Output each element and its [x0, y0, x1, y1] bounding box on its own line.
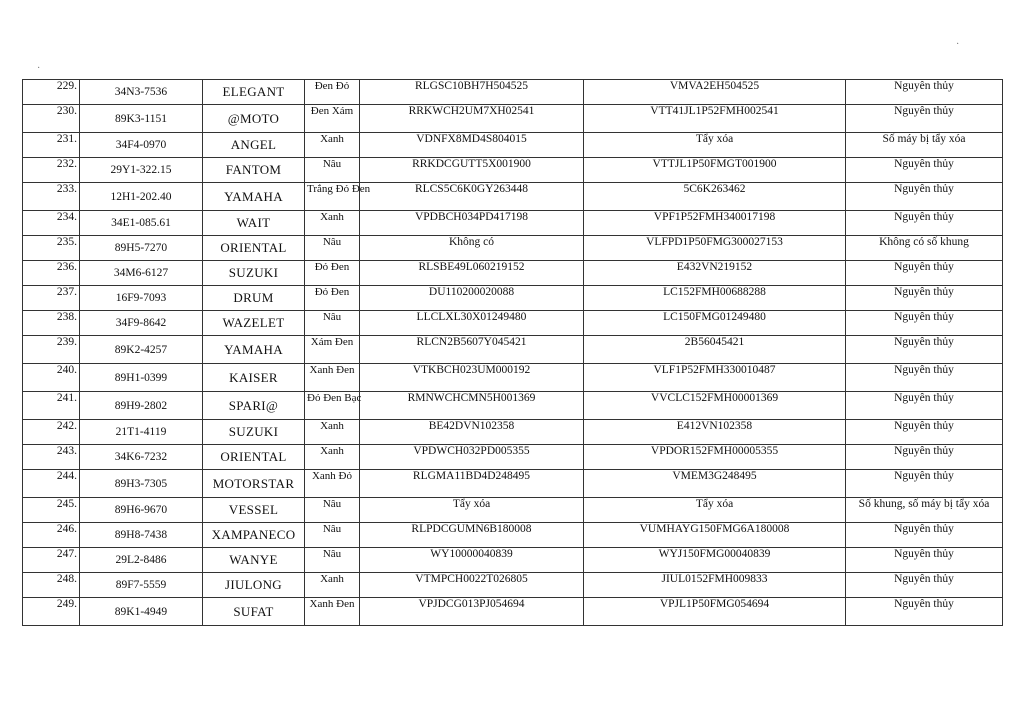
- vehicle-color-cell: Đỏ Đen Bạc: [305, 392, 360, 420]
- row-number-cell: 246.: [23, 523, 80, 548]
- table-row: [23, 548, 1003, 573]
- license-plate-cell: 89H6-9670: [80, 498, 203, 523]
- engine-number-cell: JIUL0152FMH009833: [584, 573, 846, 598]
- table-row: [23, 286, 1003, 311]
- frame-number-cell: VPDBCH034PD417198: [360, 211, 584, 236]
- engine-number-cell: VTT41JL1P52FMH002541: [584, 105, 846, 133]
- number-status-cell: Nguyên thủy: [846, 445, 1003, 470]
- vehicle-brand-cell: SUZUKI: [203, 261, 305, 286]
- frame-number-cell: RLGSC10BH7H504525: [360, 80, 584, 105]
- license-plate-cell: 34F9-8642: [80, 311, 203, 336]
- engine-number-cell: WYJ150FMG00040839: [584, 548, 846, 573]
- number-status-cell: Nguyên thủy: [846, 183, 1003, 211]
- frame-number-cell: DU110200020088: [360, 286, 584, 311]
- license-plate-cell: 89H5-7270: [80, 236, 203, 261]
- license-plate-cell: 21T1-4119: [80, 420, 203, 445]
- license-plate-cell: 29L2-8486: [80, 548, 203, 573]
- table-row: [23, 105, 1003, 133]
- number-status-cell: Số máy bị tẩy xóa: [846, 133, 1003, 158]
- row-number-cell: 249.: [23, 598, 80, 626]
- vehicle-brand-cell: ANGEL: [203, 133, 305, 158]
- vehicle-brand-cell: ORIENTAL: [203, 445, 305, 470]
- table-row: [23, 80, 1003, 105]
- number-status-cell: Nguyên thủy: [846, 364, 1003, 392]
- vehicle-color-cell: Đen Xám: [305, 105, 360, 133]
- scan-speck: ·: [37, 63, 41, 74]
- engine-number-cell: VLF1P52FMH330010487: [584, 364, 846, 392]
- engine-number-cell: LC150FMG01249480: [584, 311, 846, 336]
- vehicle-brand-cell: YAMAHA: [203, 183, 305, 211]
- frame-number-cell: BE42DVN102358: [360, 420, 584, 445]
- vehicle-color-cell: Xanh: [305, 420, 360, 445]
- row-number-cell: 238.: [23, 311, 80, 336]
- license-plate-cell: 89K2-4257: [80, 336, 203, 364]
- frame-number-cell: VTMPCH0022T026805: [360, 573, 584, 598]
- license-plate-cell: 34K6-7232: [80, 445, 203, 470]
- vehicle-brand-cell: FANTOM: [203, 158, 305, 183]
- frame-number-cell: VPJDCG013PJ054694: [360, 598, 584, 626]
- license-plate-cell: 89H8-7438: [80, 523, 203, 548]
- engine-number-cell: VUMHAYG150FMG6A180008: [584, 523, 846, 548]
- engine-number-cell: 5C6K263462: [584, 183, 846, 211]
- vehicle-brand-cell: YAMAHA: [203, 336, 305, 364]
- vehicle-color-cell: Xanh: [305, 133, 360, 158]
- row-number-cell: 241.: [23, 392, 80, 420]
- vehicle-color-cell: Xanh: [305, 211, 360, 236]
- table-row: [23, 336, 1003, 364]
- vehicle-color-cell: Xanh Đen: [305, 364, 360, 392]
- engine-number-cell: VLFPD1P50FMG300027153: [584, 236, 846, 261]
- vehicle-color-cell: Đỏ Đen: [305, 286, 360, 311]
- table-row: [23, 498, 1003, 523]
- frame-number-cell: RRKDCGUTT5X001900: [360, 158, 584, 183]
- vehicle-brand-cell: WAZELET: [203, 311, 305, 336]
- vehicle-brand-cell: SPARI@: [203, 392, 305, 420]
- row-number-cell: 247.: [23, 548, 80, 573]
- license-plate-cell: 16F9-7093: [80, 286, 203, 311]
- engine-number-cell: E412VN102358: [584, 420, 846, 445]
- table-row: [23, 420, 1003, 445]
- engine-number-cell: VMVA2EH504525: [584, 80, 846, 105]
- engine-number-cell: VMEM3G248495: [584, 470, 846, 498]
- vehicle-brand-cell: WAIT: [203, 211, 305, 236]
- number-status-cell: Nguyên thủy: [846, 80, 1003, 105]
- number-status-cell: Nguyên thủy: [846, 420, 1003, 445]
- number-status-cell: Số khung, số máy bị tẩy xóa: [846, 498, 1003, 523]
- vehicle-brand-cell: DRUM: [203, 286, 305, 311]
- table-row: [23, 183, 1003, 211]
- table-row: [23, 523, 1003, 548]
- row-number-cell: 236.: [23, 261, 80, 286]
- vehicle-color-cell: Nâu: [305, 548, 360, 573]
- row-number-cell: 234.: [23, 211, 80, 236]
- table-row: [23, 392, 1003, 420]
- table-row: [23, 311, 1003, 336]
- frame-number-cell: RLPDCGUMN6B180008: [360, 523, 584, 548]
- vehicle-color-cell: Đỏ Đen: [305, 261, 360, 286]
- engine-number-cell: Tẩy xóa: [584, 133, 846, 158]
- frame-number-cell: RLSBE49L060219152: [360, 261, 584, 286]
- number-status-cell: Nguyên thủy: [846, 105, 1003, 133]
- row-number-cell: 229.: [23, 80, 80, 105]
- license-plate-cell: 34N3-7536: [80, 80, 203, 105]
- license-plate-cell: 12H1-202.40: [80, 183, 203, 211]
- number-status-cell: Nguyên thủy: [846, 261, 1003, 286]
- number-status-cell: Nguyên thủy: [846, 598, 1003, 626]
- license-plate-cell: 34F4-0970: [80, 133, 203, 158]
- frame-number-cell: VPDWCH032PD005355: [360, 445, 584, 470]
- license-plate-cell: 89H1-0399: [80, 364, 203, 392]
- vehicle-brand-cell: @MOTO: [203, 105, 305, 133]
- license-plate-cell: 89K3-1151: [80, 105, 203, 133]
- frame-number-cell: Tẩy xóa: [360, 498, 584, 523]
- row-number-cell: 245.: [23, 498, 80, 523]
- vehicle-table-body: [23, 80, 1003, 626]
- number-status-cell: Không có số khung: [846, 236, 1003, 261]
- vehicle-color-cell: Nâu: [305, 498, 360, 523]
- vehicle-color-cell: Nâu: [305, 311, 360, 336]
- vehicle-table: [22, 79, 1003, 626]
- vehicle-color-cell: Nâu: [305, 523, 360, 548]
- number-status-cell: Nguyên thủy: [846, 286, 1003, 311]
- row-number-cell: 244.: [23, 470, 80, 498]
- vehicle-brand-cell: KAISER: [203, 364, 305, 392]
- table-row: [23, 470, 1003, 498]
- frame-number-cell: Không có: [360, 236, 584, 261]
- vehicle-brand-cell: MOTORSTAR: [203, 470, 305, 498]
- row-number-cell: 233.: [23, 183, 80, 211]
- table-row: [23, 573, 1003, 598]
- vehicle-brand-cell: ORIENTAL: [203, 236, 305, 261]
- engine-number-cell: VPF1P52FMH340017198: [584, 211, 846, 236]
- frame-number-cell: LLCLXL30X01249480: [360, 311, 584, 336]
- table-row: [23, 364, 1003, 392]
- table-row: [23, 211, 1003, 236]
- vehicle-color-cell: Trắng Đỏ Đen: [305, 183, 360, 211]
- row-number-cell: 235.: [23, 236, 80, 261]
- vehicle-color-cell: Nâu: [305, 236, 360, 261]
- vehicle-brand-cell: WANYE: [203, 548, 305, 573]
- vehicle-brand-cell: ELEGANT: [203, 80, 305, 105]
- vehicle-brand-cell: XAMPANECO: [203, 523, 305, 548]
- engine-number-cell: VVCLC152FMH00001369: [584, 392, 846, 420]
- frame-number-cell: WY10000040839: [360, 548, 584, 573]
- vehicle-color-cell: Xanh Đỏ: [305, 470, 360, 498]
- row-number-cell: 248.: [23, 573, 80, 598]
- row-number-cell: 232.: [23, 158, 80, 183]
- engine-number-cell: Tẩy xóa: [584, 498, 846, 523]
- license-plate-cell: 89H3-7305: [80, 470, 203, 498]
- license-plate-cell: 29Y1-322.15: [80, 158, 203, 183]
- vehicle-color-cell: Xám Đen: [305, 336, 360, 364]
- vehicle-color-cell: Xanh: [305, 445, 360, 470]
- number-status-cell: Nguyên thủy: [846, 158, 1003, 183]
- engine-number-cell: VPJL1P50FMG054694: [584, 598, 846, 626]
- license-plate-cell: 89H9-2802: [80, 392, 203, 420]
- scan-speck: ·: [956, 39, 960, 50]
- table-row: [23, 133, 1003, 158]
- table-row: [23, 598, 1003, 626]
- engine-number-cell: LC152FMH00688288: [584, 286, 846, 311]
- number-status-cell: Nguyên thủy: [846, 573, 1003, 598]
- frame-number-cell: VTKBCH023UM000192: [360, 364, 584, 392]
- vehicle-color-cell: Xanh Đen: [305, 598, 360, 626]
- frame-number-cell: RLCN2B5607Y045421: [360, 336, 584, 364]
- number-status-cell: Nguyên thủy: [846, 470, 1003, 498]
- license-plate-cell: 89K1-4949: [80, 598, 203, 626]
- number-status-cell: Nguyên thủy: [846, 211, 1003, 236]
- engine-number-cell: E432VN219152: [584, 261, 846, 286]
- number-status-cell: Nguyên thủy: [846, 336, 1003, 364]
- table-row: [23, 261, 1003, 286]
- vehicle-color-cell: Đen Đỏ: [305, 80, 360, 105]
- table-row: [23, 236, 1003, 261]
- row-number-cell: 239.: [23, 336, 80, 364]
- engine-number-cell: VPDOR152FMH00005355: [584, 445, 846, 470]
- engine-number-cell: VTTJL1P50FMGT001900: [584, 158, 846, 183]
- number-status-cell: Nguyên thủy: [846, 392, 1003, 420]
- license-plate-cell: 34E1-085.61: [80, 211, 203, 236]
- frame-number-cell: RLGMA11BD4D248495: [360, 470, 584, 498]
- row-number-cell: 243.: [23, 445, 80, 470]
- table-row: [23, 445, 1003, 470]
- vehicle-brand-cell: VESSEL: [203, 498, 305, 523]
- frame-number-cell: RRKWCH2UM7XH02541: [360, 105, 584, 133]
- number-status-cell: Nguyên thủy: [846, 311, 1003, 336]
- vehicle-brand-cell: SUZUKI: [203, 420, 305, 445]
- row-number-cell: 237.: [23, 286, 80, 311]
- engine-number-cell: 2B56045421: [584, 336, 846, 364]
- number-status-cell: Nguyên thủy: [846, 523, 1003, 548]
- frame-number-cell: VDNFX8MD4S804015: [360, 133, 584, 158]
- table-row: [23, 158, 1003, 183]
- frame-number-cell: RMNWCHCMN5H001369: [360, 392, 584, 420]
- license-plate-cell: 34M6-6127: [80, 261, 203, 286]
- vehicle-color-cell: Nâu: [305, 158, 360, 183]
- row-number-cell: 231.: [23, 133, 80, 158]
- frame-number-cell: RLCS5C6K0GY263448: [360, 183, 584, 211]
- number-status-cell: Nguyên thủy: [846, 548, 1003, 573]
- vehicle-color-cell: Xanh: [305, 573, 360, 598]
- row-number-cell: 230.: [23, 105, 80, 133]
- row-number-cell: 240.: [23, 364, 80, 392]
- vehicle-brand-cell: SUFAT: [203, 598, 305, 626]
- row-number-cell: 242.: [23, 420, 80, 445]
- license-plate-cell: 89F7-5559: [80, 573, 203, 598]
- vehicle-brand-cell: JIULONG: [203, 573, 305, 598]
